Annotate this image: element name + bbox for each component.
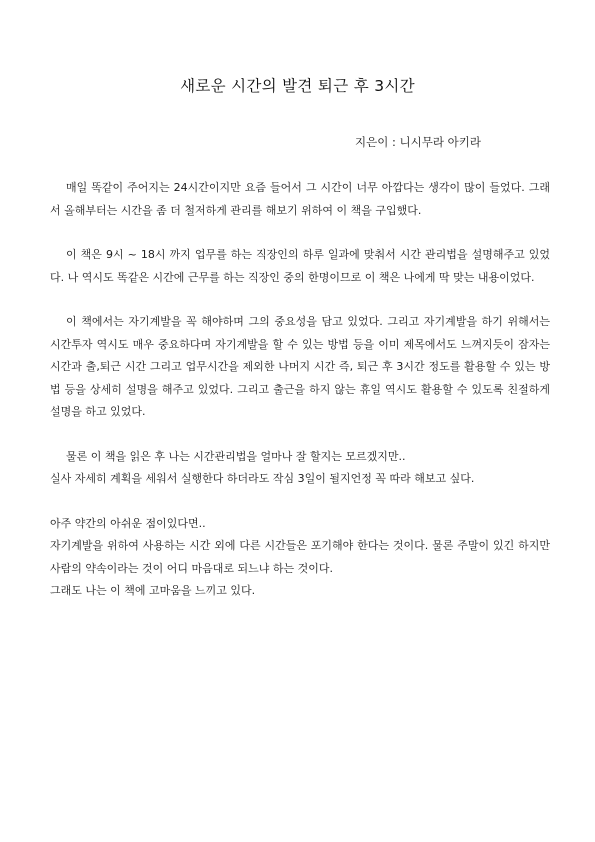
document-title: 새로운 시간의 발견 퇴근 후 3시간 <box>180 77 415 95</box>
document-body <box>50 177 550 603</box>
paragraph-1: 매일 똑같이 주어지는 24시간이지만 요즘 들어서 그 시간이 너무 아깝다는 생각이 많이 들었다. 그래서 올해부터는 시간을 좀 더 철저하게 관리를 해보기 위하여 이 책을 구입했다. <box>50 181 550 217</box>
paragraph-5-line-1: 아주 약간의 아쉬운 점이있다면.. <box>50 516 206 530</box>
paragraph-5-line-3: 그래도 나는 이 책에 고마움을 느끼고 있다. <box>50 584 256 597</box>
paragraph-5 <box>50 513 550 603</box>
paragraph-4 <box>50 446 550 491</box>
paragraph-2: 이 책은 9시 ~ 18시 까지 업무를 하는 직장인의 하루 일과에 맞춰서 시간 관리법을 설명해주고 있었다. 나 역시도 똑같은 시간에 근무를 하는 직장인 중의 한명이므로 이 책은 나에게 딱 맞는 내용이었다. <box>50 248 550 284</box>
paragraph-4-line-1: 물론 이 책을 읽은 후 나는 시간관리법을 얼마나 잘 할지는 모르겠지만.. <box>66 449 406 463</box>
paragraph-5-line-2: 자기계발을 위하여 사용하는 시간 외에 다른 시간들은 포기해야 한다는 것이다. 물론 주말이 있긴 하지만 사람의 약속이라는 것이 어디 마음대로 되느냐 하는 것이다. <box>50 539 550 575</box>
paragraph-4-line-2: 실사 자세히 계획을 세워서 실행한다 하더라도 작심 3일이 될지언정 꼭 따라 해보고 싶다. <box>50 472 475 485</box>
paragraph-3: 이 책에서는 자기계발을 꼭 해야하며 그의 중요성을 담고 있었다. 그리고 자기계발을 하기 위해서는 시간투자 역시도 매우 중요하다며 자기계발을 할 수 있는 방법 등을 이미 제목에서도 느껴지듯이 잠자는 시간과 출,퇴근 시간 그리고 업무시간을 제외한 나머지 시간 즉, 퇴근 후 3시간 정도를 활용할 수 있는 방법 등을 상세히 설명을 해주고 있었다. 그리고 출근을 하지 않는 휴일 역시도 활용할 수 있도록 친절하게 설명을 하고 있었다. <box>50 315 550 418</box>
author-line: 지은이 : 니시무라 아키라 <box>355 135 481 149</box>
